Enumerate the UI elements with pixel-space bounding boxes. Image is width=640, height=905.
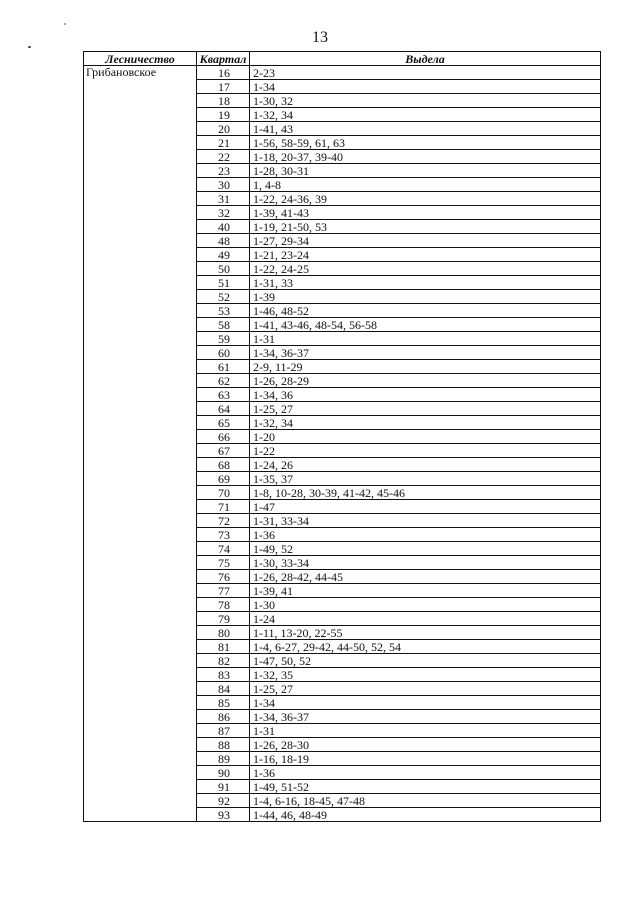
plots-cell: 1-11, 13-20, 22-55 [250,626,601,640]
plots-cell: 1-4, 6-27, 29-42, 44-50, 52, 54 [250,640,601,654]
quarter-cell: 18 [197,94,250,108]
forest-plots-table [83,51,601,822]
plots-cell: 1-22, 24-25 [250,262,601,276]
scan-speck [28,46,31,48]
header-forestry: Лесничество [84,52,197,66]
quarter-cell: 86 [197,710,250,724]
table-row [84,66,601,80]
page-number: 13 [312,29,328,46]
plots-cell: 1-34, 36-37 [250,710,601,724]
quarter-cell: 68 [197,458,250,472]
plots-cell: 1-47, 50, 52 [250,654,601,668]
quarter-cell: 88 [197,738,250,752]
plots-cell: 1-4, 6-16, 18-45, 47-48 [250,794,601,808]
quarter-cell: 72 [197,514,250,528]
quarter-cell: 19 [197,108,250,122]
plots-cell: 1-30 [250,598,601,612]
quarter-cell: 20 [197,122,250,136]
quarter-cell: 65 [197,416,250,430]
quarter-cell: 85 [197,696,250,710]
plots-cell: 1-30, 32 [250,94,601,108]
plots-cell: 1-19, 21-50, 53 [250,220,601,234]
quarter-cell: 31 [197,192,250,206]
quarter-cell: 71 [197,500,250,514]
quarter-cell: 49 [197,248,250,262]
quarter-cell: 64 [197,402,250,416]
plots-cell: 1-27, 29-34 [250,234,601,248]
quarter-cell: 76 [197,570,250,584]
quarter-cell: 22 [197,150,250,164]
plots-cell: 1-30, 33-34 [250,556,601,570]
quarter-cell: 59 [197,332,250,346]
quarter-cell: 48 [197,234,250,248]
quarter-cell: 16 [197,66,250,80]
quarter-cell: 93 [197,808,250,822]
header-quarter: Квартал [197,52,250,66]
plots-cell: 1-44, 46, 48-49 [250,808,601,822]
plots-cell: 1-34 [250,80,601,94]
plots-cell: 1-20 [250,430,601,444]
plots-cell: 1-32, 34 [250,416,601,430]
quarter-cell: 50 [197,262,250,276]
quarter-cell: 92 [197,794,250,808]
quarter-cell: 82 [197,654,250,668]
plots-cell: 1-31 [250,332,601,346]
plots-cell: 2-23 [250,66,601,80]
plots-cell: 1-31, 33-34 [250,514,601,528]
plots-cell: 1-26, 28-42, 44-45 [250,570,601,584]
quarter-cell: 21 [197,136,250,150]
header-plots: Выдела [250,52,601,66]
plots-cell: 1-8, 10-28, 30-39, 41-42, 45-46 [250,486,601,500]
quarter-cell: 81 [197,640,250,654]
plots-cell: 1-35, 37 [250,472,601,486]
plots-cell: 1-21, 23-24 [250,248,601,262]
plots-cell: 1-34, 36-37 [250,346,601,360]
quarter-cell: 83 [197,668,250,682]
plots-cell: 1-34, 36 [250,388,601,402]
quarter-cell: 58 [197,318,250,332]
plots-cell: 1-41, 43-46, 48-54, 56-58 [250,318,601,332]
quarter-cell: 91 [197,780,250,794]
quarter-cell: 75 [197,556,250,570]
plots-cell: 1-36 [250,766,601,780]
quarter-cell: 74 [197,542,250,556]
plots-cell: 1-49, 52 [250,542,601,556]
plots-cell: 1-39, 41-43 [250,206,601,220]
plots-cell: 2-9, 11-29 [250,360,601,374]
quarter-cell: 89 [197,752,250,766]
plots-cell: 1-22, 24-36, 39 [250,192,601,206]
quarter-cell: 63 [197,388,250,402]
quarter-cell: 79 [197,612,250,626]
quarter-cell: 40 [197,220,250,234]
plots-cell: 1-22 [250,444,601,458]
quarter-cell: 53 [197,304,250,318]
quarter-cell: 90 [197,766,250,780]
quarter-cell: 80 [197,626,250,640]
quarter-cell: 32 [197,206,250,220]
table-header-row [84,52,601,66]
plots-cell: 1-36 [250,528,601,542]
plots-cell: 1-32, 35 [250,668,601,682]
plots-cell: 1-39, 41 [250,584,601,598]
plots-cell: 1-39 [250,290,601,304]
plots-cell: 1-46, 48-52 [250,304,601,318]
quarter-cell: 17 [197,80,250,94]
quarter-cell: 70 [197,486,250,500]
quarter-cell: 73 [197,528,250,542]
plots-cell: 1-32, 34 [250,108,601,122]
plots-cell: 1-24, 26 [250,458,601,472]
plots-cell: 1-18, 20-37, 39-40 [250,150,601,164]
plots-cell: 1-28, 30-31 [250,164,601,178]
quarter-cell: 87 [197,724,250,738]
plots-cell: 1-47 [250,500,601,514]
plots-cell: 1-31 [250,724,601,738]
quarter-cell: 69 [197,472,250,486]
quarter-cell: 30 [197,178,250,192]
plots-cell: 1-25, 27 [250,682,601,696]
plots-cell: 1-25, 27 [250,402,601,416]
quarter-cell: 84 [197,682,250,696]
plots-cell: 1-26, 28-30 [250,738,601,752]
quarter-cell: 67 [197,444,250,458]
plots-cell: 1-16, 18-19 [250,752,601,766]
quarter-cell: 61 [197,360,250,374]
quarter-cell: 66 [197,430,250,444]
plots-cell: 1-41, 43 [250,122,601,136]
plots-cell: 1-56, 58-59, 61, 63 [250,136,601,150]
forestry-cell: Грибановское [84,66,197,822]
plots-cell: 1, 4-8 [250,178,601,192]
plots-cell: 1-31, 33 [250,276,601,290]
quarter-cell: 23 [197,164,250,178]
table-body [84,66,601,822]
plots-cell: 1-34 [250,696,601,710]
quarter-cell: 77 [197,584,250,598]
quarter-cell: 78 [197,598,250,612]
quarter-cell: 51 [197,276,250,290]
plots-cell: 1-24 [250,612,601,626]
quarter-cell: 52 [197,290,250,304]
quarter-cell: 60 [197,346,250,360]
scan-speck [64,23,66,25]
plots-cell: 1-26, 28-29 [250,374,601,388]
plots-cell: 1-49, 51-52 [250,780,601,794]
quarter-cell: 62 [197,374,250,388]
